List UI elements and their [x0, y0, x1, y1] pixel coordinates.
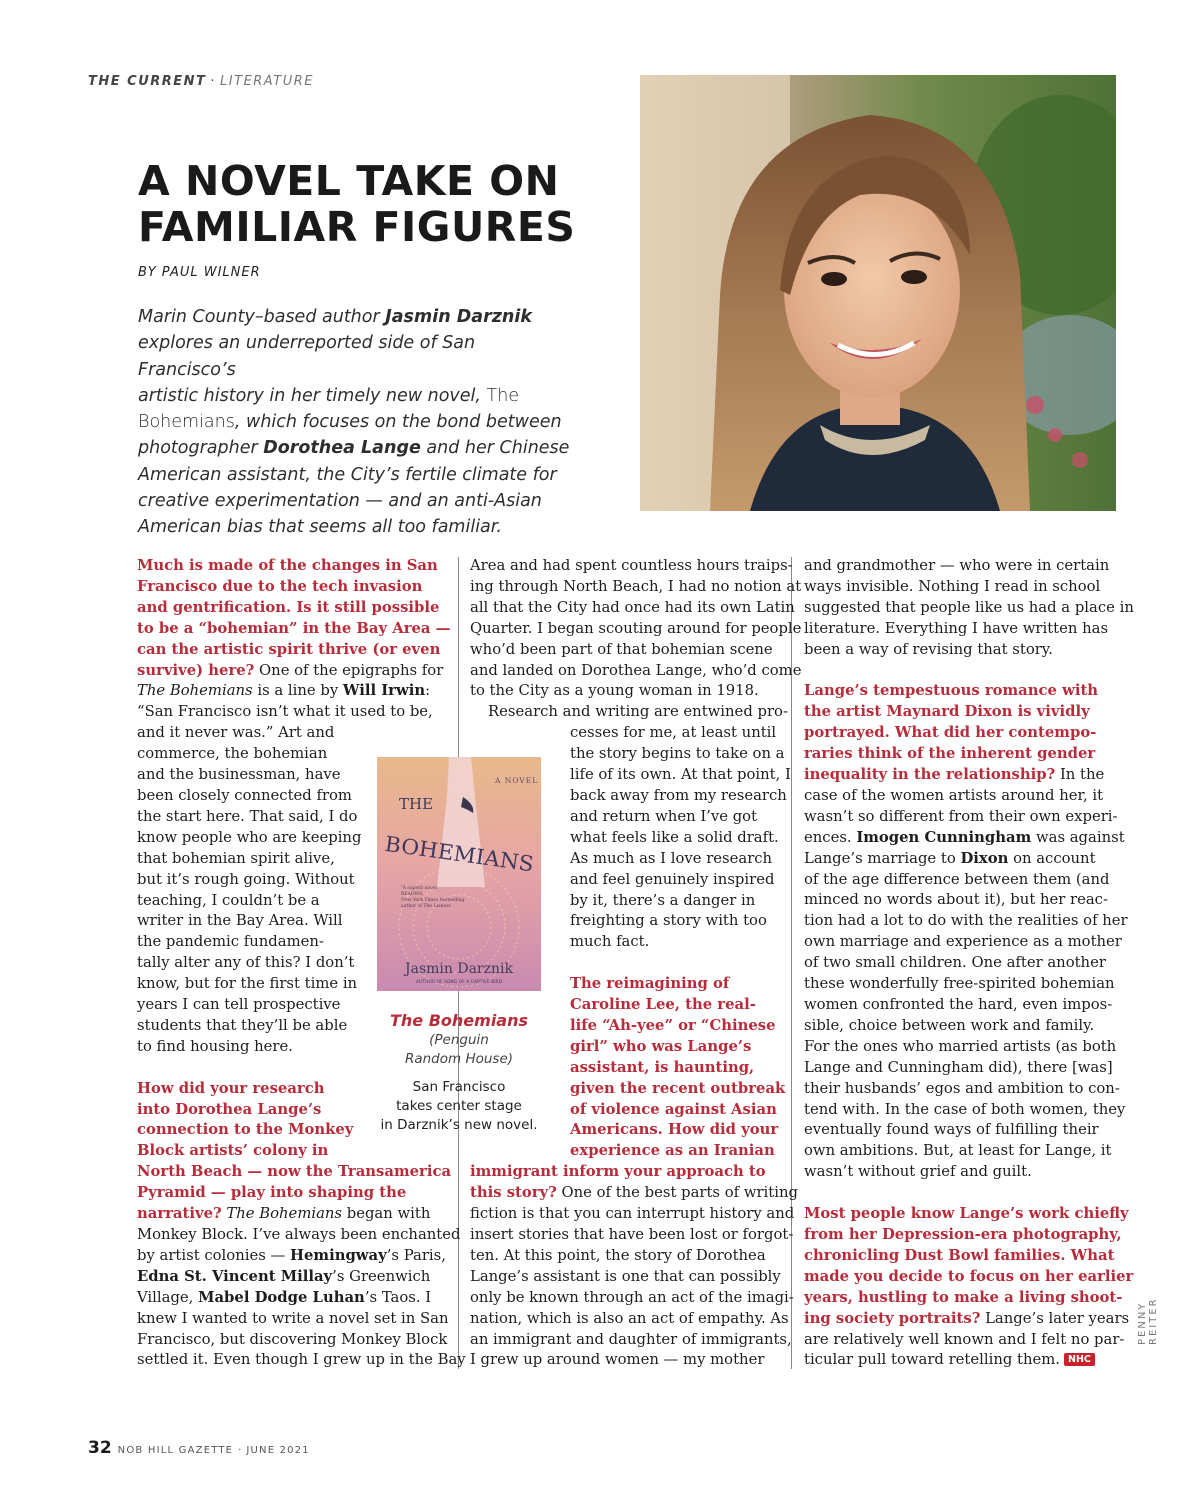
text-line — [137, 1246, 466, 1267]
book-cover-blurb: author of The Lioness — [401, 904, 451, 909]
answer-text: by artist colonies — — [137, 1246, 291, 1264]
text-line — [804, 1309, 1134, 1330]
dek-text: artistic history in her timely new novel, — [138, 385, 487, 406]
question-line: narrative? — [137, 1205, 222, 1223]
caption-book-title: The Bohemians — [389, 1011, 529, 1030]
answer-line: much fact. — [570, 933, 650, 951]
answer-line: been closely connected from — [137, 786, 352, 804]
book-caption — [370, 1010, 548, 1135]
dek-text: American bias that seems all too familiar. — [138, 517, 502, 538]
question-line: Block artists’ colony in — [137, 1142, 329, 1160]
answer-line: the pandemic fundamen- — [137, 933, 324, 951]
caption-publisher — [370, 1031, 548, 1069]
text-line — [137, 1288, 466, 1309]
question-line: Pyramid — play into shaping the — [137, 1184, 407, 1202]
dek — [138, 304, 578, 541]
answer-line: by it, there’s a danger in — [570, 891, 756, 909]
question-line: chronicling Dust Bowl families. What — [804, 1246, 1115, 1264]
answer-line: suggested that people like us had a place in — [804, 598, 1134, 616]
dek-text: and her Chinese — [420, 438, 570, 459]
headline-line-2: FAMILIAR FIGURES — [138, 203, 576, 251]
answer-line: Quarter. I began scouting around for people — [470, 619, 802, 637]
question-line: years, hustling to make a living shoot- — [804, 1288, 1123, 1306]
name-bold: Edna St. Vincent Millay — [137, 1267, 333, 1285]
question-line: North Beach — now the Transamerica — [137, 1163, 452, 1181]
answer-line: and the businessman, have — [137, 766, 341, 784]
subsection-name: LITERATURE — [220, 74, 314, 89]
answer-line: commerce, the bohemian — [137, 745, 328, 763]
answer-line: all that the City had once had its own Latin — [470, 598, 795, 616]
answer-line: an immigrant and daughter of immigrants, — [470, 1330, 792, 1348]
caption-publisher-line: Random House) — [404, 1051, 514, 1067]
caption-line: San Francisco — [412, 1079, 506, 1095]
book-cover-author-subtitle: AUTHOR OF SONG OF A CAPTIVE BIRD — [415, 980, 503, 985]
answer-line: Monkey Block. I’ve always been enchanted — [137, 1225, 461, 1243]
question-line: and gentrification. Is it still possible — [137, 598, 440, 616]
answer-text: ’s Taos. I — [364, 1288, 432, 1306]
section-name: THE CURRENT — [88, 74, 207, 89]
answer-line: and return when I’ve got — [570, 807, 758, 825]
question-line: the artist Maynard Dixon is vividly — [804, 703, 1090, 721]
name-bold: Will Irwin — [342, 682, 426, 700]
footer-separator: · — [238, 1445, 242, 1456]
name-bold: Dixon — [960, 849, 1009, 867]
answer-line: students that they’ll be able — [137, 1016, 348, 1034]
question-line: from her Depression-era photography, — [804, 1225, 1122, 1243]
answer-text: ticular pull toward retelling them. — [804, 1351, 1060, 1369]
book-cover-blurb: New York Times bestselling — [401, 898, 465, 903]
question-line: ing society portraits? — [804, 1309, 981, 1327]
answer-line: to find housing here. — [137, 1037, 293, 1055]
answer-text: Village, — [137, 1288, 199, 1306]
answer-line: Area and had spent countless hours traips- — [470, 557, 793, 574]
answer-line: As much as I love research — [570, 849, 773, 867]
answer-line: who’d been part of that bohemian scene — [470, 640, 773, 658]
answer-line: years I can tell prospective — [137, 996, 341, 1014]
answer-line: I grew up around women — my mother — [470, 1351, 765, 1369]
name-bold: Hemingway — [290, 1246, 387, 1264]
answer-line: that bohemian spirit alive, — [137, 849, 335, 867]
caption-text — [370, 1078, 548, 1135]
question-line: raries think of the inherent gender — [804, 745, 1096, 763]
answer-line: tally alter any of this? I don’t — [137, 954, 355, 972]
book-cover-blurb: “A superb novel, — [401, 886, 439, 891]
answer-line: ways invisible. Nothing I read in school — [804, 577, 1101, 595]
question-line: inequality in the relationship? — [804, 766, 1056, 784]
page-footer — [88, 1438, 310, 1458]
question-line: given the recent outbreak — [570, 1079, 786, 1097]
text-line — [137, 1204, 466, 1225]
answer-text: Lange’s later years — [980, 1309, 1130, 1327]
dek-author-name: Jasmin Darznik — [385, 307, 533, 327]
answer-line: own marriage and experience as a mother — [804, 933, 1122, 951]
dek-photographer-name: Dorothea Lange — [263, 438, 421, 459]
dek-text: American assistant, the City’s fertile climate for — [138, 464, 557, 485]
answer-line: know, but for the first time in — [137, 975, 358, 993]
answer-line: teaching, I couldn’t be a — [137, 891, 320, 909]
answer-line: are relatively well known and I felt no par- — [804, 1330, 1125, 1348]
answer-line: and grandmother — who were in certain — [804, 557, 1110, 574]
answer-text: One of the best parts of writing — [556, 1184, 798, 1202]
answer-line: Francisco, but discovering Monkey Block — [137, 1330, 448, 1348]
answer-line: wasn’t without grief and guilt. — [804, 1163, 1032, 1181]
question-line: this story? — [470, 1184, 557, 1202]
answer-line: wasn’t so different from their own experi- — [804, 807, 1118, 825]
answer-line: been a way of revising that story. — [804, 640, 1053, 658]
text-line — [137, 1267, 466, 1288]
book-cover-title-2: BOHEMIANS — [383, 831, 530, 876]
answer-text: is a line by — [252, 682, 343, 700]
answer-line: and landed on Dorothea Lange, who’d come — [470, 661, 802, 679]
question-line: The reimagining of — [570, 975, 730, 993]
answer-line: sible, choice between work and family. — [804, 1016, 1095, 1034]
name-bold: Imogen Cunningham — [856, 828, 1032, 846]
book-cover-image — [377, 757, 541, 991]
answer-line: of two small children. One after another — [804, 954, 1106, 972]
question-line: experience as an Iranian — [570, 1142, 775, 1160]
text-line — [804, 828, 1134, 849]
question-line: portrayed. What did her contempo- — [804, 724, 1097, 742]
answer-line: Lange’s assistant is one that can possibly — [470, 1267, 781, 1285]
answer-line: ten. At this point, the story of Dorothea — [470, 1246, 766, 1264]
answer-line: to the City as a young woman in 1918. — [470, 682, 759, 700]
author-portrait-photo — [640, 75, 1116, 511]
photo-credit: PENNY REITER — [1137, 1297, 1159, 1345]
question-line: can the artistic spirit thrive (or even — [137, 640, 441, 658]
text-line — [804, 849, 1134, 870]
question-line: made you decide to focus on her earlier — [804, 1267, 1134, 1285]
answer-line: these wonderfully free-spirited bohemian — [804, 975, 1115, 993]
question-line: Most people know Lange’s work chiefly — [804, 1205, 1129, 1223]
byline: BY PAUL WILNER — [138, 265, 261, 280]
answer-text: One of the epigraphs for — [254, 661, 444, 679]
question-line: Caroline Lee, the real- — [570, 996, 756, 1014]
answer-line: tion had a lot to do with the realities of her — [804, 912, 1128, 930]
page-number: 32 — [88, 1438, 112, 1458]
name-bold: Mabel Dodge Luhan — [198, 1288, 365, 1306]
caption-line: in Darznik’s new novel. — [380, 1117, 538, 1133]
answer-text: on account — [1008, 849, 1096, 867]
answer-line: minced no words about it), but her reac- — [804, 891, 1108, 909]
caption-publisher-line: (Penguin — [429, 1032, 489, 1048]
section-separator: · — [210, 74, 217, 89]
answer-line: knew I wanted to write a novel set in San — [137, 1309, 449, 1327]
answer-line: tend with. In the case of both women, they — [804, 1100, 1126, 1118]
question-line: into Dorothea Lange’s — [137, 1100, 322, 1118]
text-line — [137, 661, 466, 682]
answer-text: ences. — [804, 828, 857, 846]
answer-line: women confronted the hard, even impos- — [804, 996, 1113, 1014]
answer-line: insert stories that have been lost or forgot- — [470, 1225, 794, 1243]
answer-text: began with — [342, 1205, 431, 1223]
answer-line: the story begins to take on a — [570, 745, 785, 763]
end-mark-badge: NHC — [1064, 1353, 1095, 1366]
text-line — [137, 681, 466, 702]
caption-line: takes center stage — [396, 1098, 522, 1114]
section-tag — [88, 74, 314, 89]
answer-line: “San Francisco isn’t what it used to be, — [137, 703, 433, 721]
answer-line: case of the women artists around her, it — [804, 786, 1104, 804]
answer-line: of the age difference between them (and — [804, 870, 1110, 888]
answer-line: writer in the Bay Area. Will — [137, 912, 343, 930]
answer-line: fiction is that you can interrupt history and — [470, 1205, 795, 1223]
answer-line: own ambitions. But, at least for Lange, it — [804, 1142, 1112, 1160]
answer-text: ’s Greenwich — [332, 1267, 431, 1285]
issue-date: JUNE 2021 — [246, 1445, 310, 1456]
article-column-3 — [804, 556, 1134, 1371]
dek-book-title: The — [486, 385, 520, 406]
answer-text: In the — [1055, 766, 1105, 784]
answer-line: only be known through an act of the imagi- — [470, 1288, 794, 1306]
question-line: assistant, is haunting, — [570, 1058, 755, 1076]
question-line: to be a “bohemian” in the Bay Area — — [137, 619, 451, 637]
question-line: Much is made of the changes in San — [137, 557, 438, 574]
question-line: How did your research — [137, 1079, 325, 1097]
book-cover-author: Jasmin Darznik — [405, 961, 513, 977]
answer-line: nation, which is also an act of empathy. As — [470, 1309, 789, 1327]
book-cover-tag: A NOVEL — [495, 776, 539, 785]
question-line: Americans. How did your — [570, 1121, 779, 1139]
answer-text: Lange’s marriage to — [804, 849, 961, 867]
book-cover-title-1: THE — [399, 795, 434, 813]
book-cover-blurb: READWS, — [401, 892, 424, 897]
answer-text: was against — [1031, 828, 1125, 846]
dek-book-title: Bohemians — [138, 412, 235, 433]
question-line: of violence against Asian — [570, 1100, 777, 1118]
book-title-italic: The Bohemians — [226, 1205, 343, 1223]
interview-question — [137, 556, 466, 661]
question-line: immigrant inform your approach to — [470, 1163, 766, 1181]
dek-text: explores an underreported side of San Francisco’s — [138, 333, 476, 380]
answer-line: what feels like a solid draft. — [570, 828, 779, 846]
interview-question — [570, 974, 801, 1162]
answer-line: life of its own. At that point, I — [570, 766, 791, 784]
answer-line: cesses for me, at least until — [570, 724, 777, 742]
answer-line: For the ones who married artists (as both — [804, 1037, 1117, 1055]
publication-name: NOB HILL GAZETTE — [117, 1445, 234, 1456]
text-line — [470, 1183, 801, 1204]
text-line — [804, 1350, 1134, 1371]
interview-question — [804, 1204, 1134, 1309]
question-line: Francisco due to the tech invasion — [137, 577, 423, 595]
answer-line: but it’s rough going. Without — [137, 870, 355, 888]
interview-question — [804, 681, 1134, 765]
dek-text: Marin County–based author — [138, 307, 386, 327]
dek-text: , which focuses on the bond between — [234, 412, 562, 433]
book-title-italic: The Bohemians — [137, 682, 253, 700]
answer-line: settled it. Even though I grew up in the Bay — [137, 1351, 466, 1369]
answer-line: and it never was.” Art and — [137, 724, 335, 742]
answer-line: back away from my research — [570, 786, 787, 804]
headline-line-1: A NOVEL TAKE ON — [138, 157, 560, 205]
headline — [138, 158, 628, 250]
answer-line: freighting a story with too — [570, 912, 767, 930]
answer-line: Research and writing are entwined pro- — [488, 703, 788, 721]
question-line: survive) here? — [137, 661, 255, 679]
question-line: life “Ah-yee” or “Chinese — [570, 1016, 776, 1034]
answer-line: the start here. That said, I do — [137, 807, 358, 825]
dek-text: creative experimentation — and an anti-Asian — [138, 491, 542, 512]
question-line: connection to the Monkey — [137, 1121, 354, 1139]
answer-line: and feel genuinely inspired — [570, 870, 775, 888]
answer-line: their husbands’ egos and ambition to con- — [804, 1079, 1120, 1097]
answer-line: Lange and Cunningham did), there [was] — [804, 1058, 1113, 1076]
answer-line: literature. Everything I have written has — [804, 619, 1109, 637]
question-line: girl” who was Lange’s — [570, 1037, 752, 1055]
answer-line: know people who are keeping — [137, 828, 362, 846]
answer-line: eventually found ways of fulfilling their — [804, 1121, 1099, 1139]
question-line: Lange’s tempestuous romance with — [804, 682, 1099, 700]
text-line — [804, 765, 1134, 786]
answer-line: ing through North Beach, I had no notion at — [470, 577, 802, 595]
answer-text: : — [425, 682, 431, 700]
dek-text: photographer — [138, 438, 264, 459]
answer-text: ’s Paris, — [386, 1246, 446, 1264]
